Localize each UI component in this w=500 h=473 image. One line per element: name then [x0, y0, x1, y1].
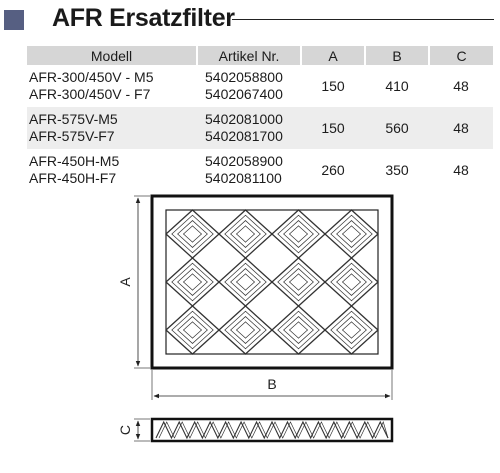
filter-side-view — [152, 419, 392, 441]
artikel-f7: 5402081700 — [205, 128, 283, 144]
artikel-m5: 5402081000 — [205, 111, 283, 127]
dimension-c-label: C — [117, 424, 133, 436]
dim-b-cell: 560 — [365, 107, 429, 149]
modell-m5: AFR-300/450V - M5 — [29, 69, 154, 85]
modell-f7: AFR-450H-F7 — [29, 170, 117, 186]
artikel-f7: 5402081100 — [205, 170, 282, 186]
filter-front-view — [152, 196, 392, 368]
dimension-b-label: B — [267, 376, 277, 392]
modell-m5: AFR-575V-M5 — [29, 111, 118, 127]
header-b: B — [365, 46, 429, 65]
dim-a-cell: 150 — [321, 78, 345, 94]
dimension-a — [117, 196, 150, 368]
dim-a-cell: 150 — [301, 107, 365, 149]
dim-a-cell: 260 — [321, 162, 345, 178]
dim-c-cell: 48 — [453, 78, 469, 94]
artikel-m5: 5402058800 — [205, 69, 283, 85]
header-artikel: Artikel Nr. — [197, 46, 301, 65]
modell-f7: AFR-575V-F7 — [29, 128, 115, 144]
modell-m5: AFR-450H-M5 — [29, 153, 120, 169]
dimension-a-label: A — [117, 277, 133, 287]
dim-b-cell: 410 — [385, 78, 409, 94]
modell-f7: AFR-300/450V - F7 — [29, 86, 151, 102]
dim-c-cell: 48 — [429, 107, 493, 149]
dim-c-cell: 48 — [453, 162, 469, 178]
dimension-b — [152, 370, 392, 400]
page-title: AFR Ersatzfilter — [52, 4, 235, 32]
header-modell: Modell — [27, 46, 197, 65]
header-c: C — [429, 46, 493, 65]
dimension-c — [117, 419, 150, 441]
artikel-f7: 5402067400 — [205, 86, 283, 102]
header-a: A — [301, 46, 365, 65]
artikel-m5: 5402058900 — [205, 153, 283, 169]
dim-b-cell: 350 — [385, 162, 409, 178]
